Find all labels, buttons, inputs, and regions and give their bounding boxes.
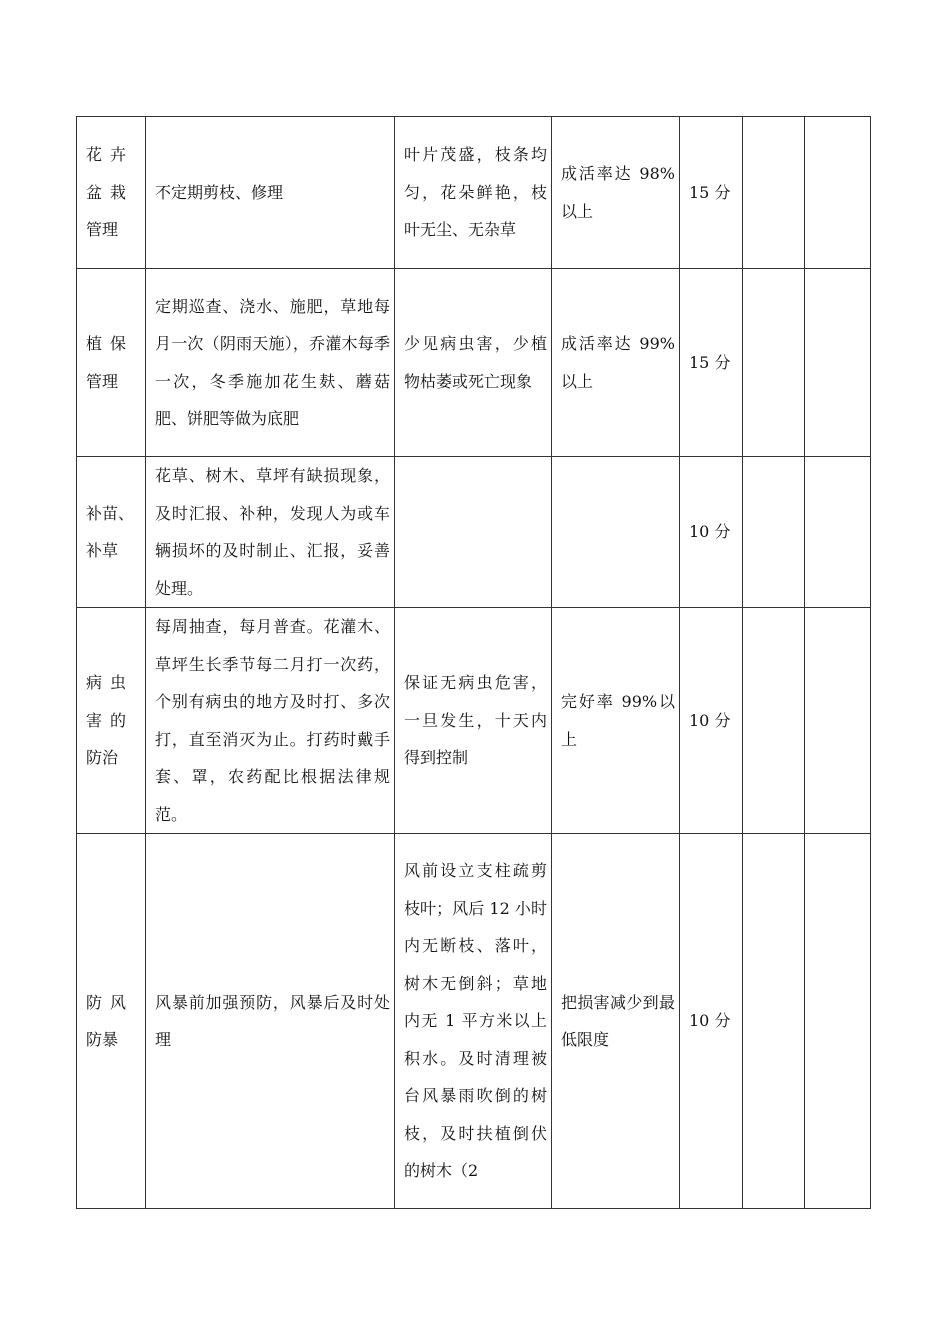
- table-row: [77, 117, 871, 269]
- standard-cell: 风前设立支柱疏剪枝叶；风后 12 小时内无断枝、落叶，树木无倒斜；草地内无 1 平方米以上积水。及时清理被台风暴雨吹倒的树枝，及时扶植倒伏的树木（2: [395, 834, 552, 1209]
- score-cell: 10 分: [680, 457, 743, 608]
- standards-table: [76, 116, 871, 1209]
- requirement-cell: 花草、树木、草坪有缺损现象，及时汇报、补种，发现人为或车辆损坏的及时制止、汇报，妥善处理。: [146, 457, 395, 608]
- category-cell: 花卉盆栽管理: [77, 117, 146, 269]
- requirement-cell: 定期巡查、浇水、施肥，草地每月一次（阴雨天施），乔灌木每季一次，冬季施加花生麸、蘑菇肥、饼肥等做为底肥: [146, 269, 395, 457]
- standard-cell: 保证无病虫危害，一旦发生，十天内得到控制: [395, 608, 552, 834]
- category-cell: 补苗、补草: [77, 457, 146, 608]
- empty-cell: [743, 608, 805, 834]
- empty-cell: [805, 608, 871, 834]
- score-cell: 15 分: [680, 269, 743, 457]
- requirement-cell: 风暴前加强预防，风暴后及时处理: [146, 834, 395, 1209]
- requirement-cell: 不定期剪枝、修理: [146, 117, 395, 269]
- rate-cell: 成活率达 98%以上: [552, 117, 680, 269]
- standard-cell: [395, 457, 552, 608]
- requirement-cell: 每周抽查，每月普查。花灌木、草坪生长季节每二月打一次药，个别有病虫的地方及时打、多次打，直至消灭为止。打药时戴手套、罩，农药配比根据法律规范。: [146, 608, 395, 834]
- empty-cell: [743, 269, 805, 457]
- category-cell: 病虫害的防治: [77, 608, 146, 834]
- score-cell: 15 分: [680, 117, 743, 269]
- table-row: [77, 608, 871, 834]
- empty-cell: [805, 269, 871, 457]
- rate-cell: 成活率达 99%以上: [552, 269, 680, 457]
- category-cell: 植保管理: [77, 269, 146, 457]
- rate-cell: 把损害减少到最低限度: [552, 834, 680, 1209]
- empty-cell: [743, 834, 805, 1209]
- empty-cell: [743, 457, 805, 608]
- rate-cell: [552, 457, 680, 608]
- standard-cell: 叶片茂盛，枝条均匀，花朵鲜艳，枝叶无尘、无杂草: [395, 117, 552, 269]
- table-row: [77, 834, 871, 1209]
- empty-cell: [805, 834, 871, 1209]
- standard-cell: 少见病虫害，少植物枯萎或死亡现象: [395, 269, 552, 457]
- score-cell: 10 分: [680, 608, 743, 834]
- table-row: [77, 457, 871, 608]
- category-cell: 防风防暴: [77, 834, 146, 1209]
- empty-cell: [743, 117, 805, 269]
- rate-cell: 完好率 99%以上: [552, 608, 680, 834]
- empty-cell: [805, 117, 871, 269]
- score-cell: 10 分: [680, 834, 743, 1209]
- table-row: [77, 269, 871, 457]
- empty-cell: [805, 457, 871, 608]
